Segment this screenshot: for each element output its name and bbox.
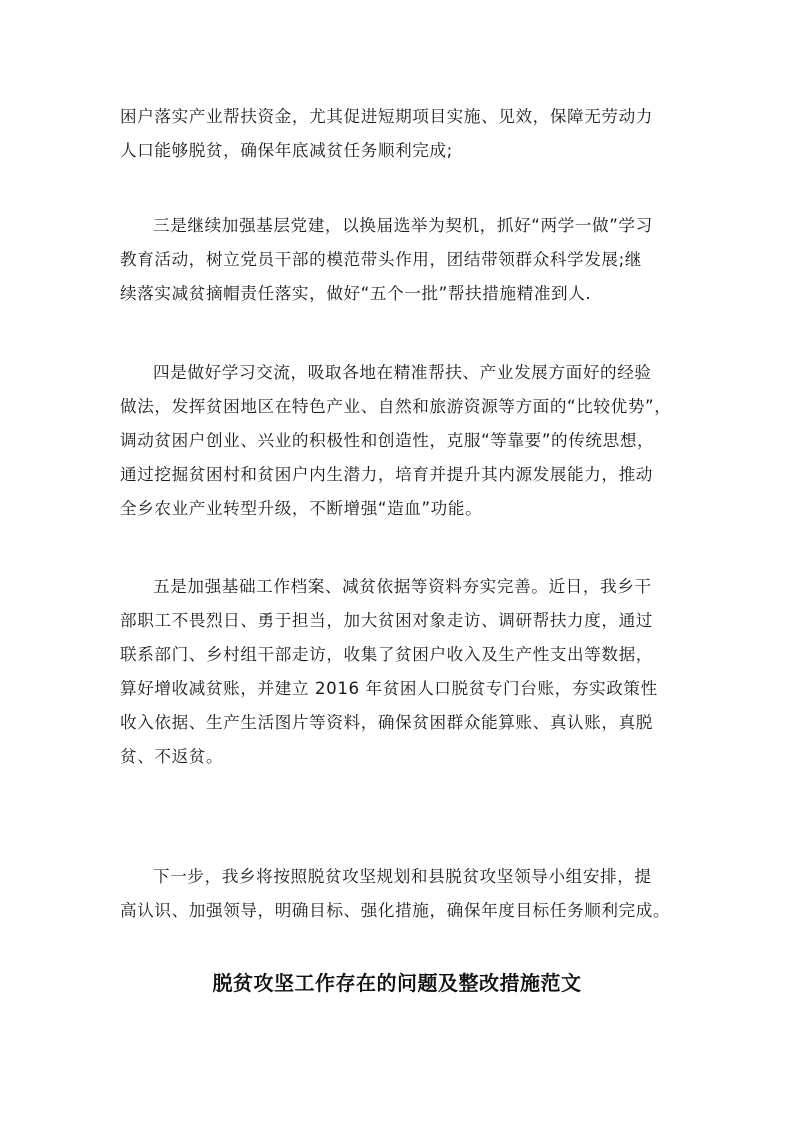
paragraph-4	[120, 570, 676, 774]
text-line: 通过挖掘贫困村和贫困户内生潜力，培育并提升其内源发展能力，推动	[120, 465, 654, 484]
paragraph-1	[120, 100, 676, 168]
paragraph-5	[120, 860, 676, 928]
text-line: 调动贫困户创业、兴业的积极性和创造性，克服“等靠要”的传统思想，	[120, 431, 655, 450]
text-line: 做法，发挥贫困地区在特色产业、自然和旅游资源等方面的“比较优势”，	[120, 397, 672, 416]
text-line: 人口能够脱贫，确保年底减贫任务顺利完成;	[120, 141, 453, 160]
text-line: 五是加强基础工作档案、减贫依据等资料夯实完善。近日，我乡干	[153, 577, 652, 596]
text-line: 续落实减贫摘帽责任落实，做好“五个一批”帮扶措施精准到人.	[120, 284, 592, 303]
text-line: 全乡农业产业转型升级，不断增强“造血”功能。	[120, 499, 483, 518]
paragraph-3	[120, 356, 676, 526]
text-line: 部职工不畏烈日、勇于担当，加大贫困对象走访、调研帮扶力度，通过	[120, 611, 654, 630]
text-line: 教育活动，树立党员干部的模范带头作用，团结带领群众科学发展;继	[120, 250, 643, 269]
text-line: 三是继续加强基层党建，以换届选举为契机，抓好“两学一做”学习	[153, 216, 653, 235]
text-line: 联系部门、乡村组干部走访，收集了贫困户收入及生产性支出等数据，	[120, 645, 654, 664]
text-line: 四是做好学习交流，吸取各地在精准帮扶、产业发展方面好的经验	[153, 363, 652, 382]
paragraph-2	[120, 209, 676, 311]
text-line: 高认识、加强领导，明确目标、强化措施，确保年度目标任务顺利完成。	[120, 901, 671, 920]
text-line: 贫、不返贫。	[120, 747, 224, 766]
text-line: 收入依据、生产生活图片等资料，确保贫困群众能算账、真认账，真脱	[120, 713, 654, 732]
text-line: 困户落实产业帮扶资金，尤其促进短期项目实施、见效，保障无劳动力	[120, 107, 654, 126]
text-line: 算好增收减贫账，并建立 2016 年贫困人口脱贫专门台账，夯实政策性	[120, 679, 658, 698]
section-heading: 脱贫攻坚工作存在的问题及整改措施范文	[212, 971, 582, 995]
text-line: 下一步，我乡将按照脱贫攻坚规划和县脱贫攻坚领导小组安排，提	[153, 867, 652, 886]
